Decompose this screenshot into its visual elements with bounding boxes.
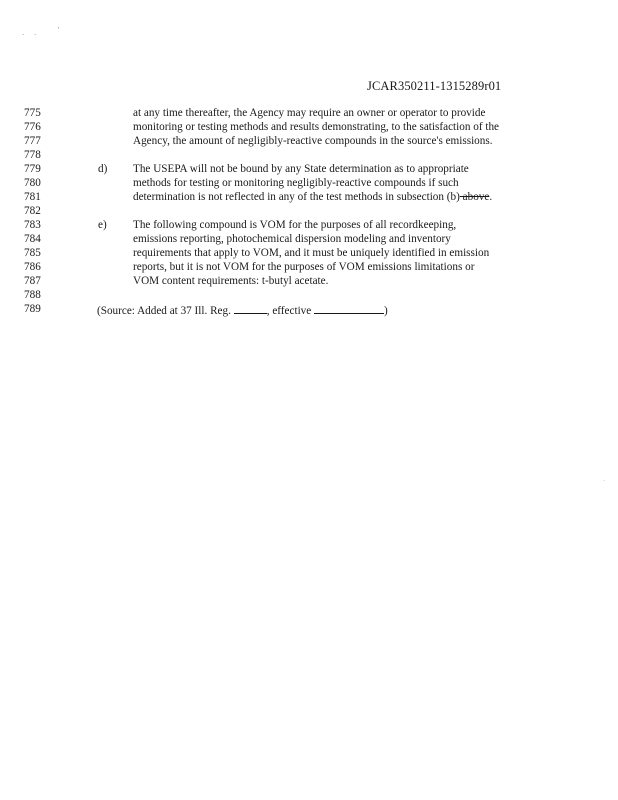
line-number: 788 [24, 289, 41, 301]
line-number: 775 [24, 107, 41, 119]
subsection-marker-d: d) [98, 163, 108, 175]
scan-speck: · [603, 477, 606, 485]
scan-speck: ' [58, 26, 60, 34]
paragraph-line: requirements that apply to VOM, and it must be uniquely identified in emission [133, 247, 490, 259]
source-note [97, 304, 388, 317]
line-number: 782 [24, 205, 41, 217]
line-number: 776 [24, 121, 41, 133]
line-number: 778 [24, 149, 41, 161]
paragraph-line: VOM content requirements: t-butyl acetate. [133, 275, 329, 287]
line-number: 783 [24, 219, 41, 231]
line-number: 781 [24, 191, 41, 203]
line-number: 780 [24, 177, 41, 189]
paragraph-line-text: determination is not reflected in any of the test methods in subsection (b) [133, 191, 460, 203]
source-note-prefix: (Source: Added at 37 Ill. Reg. [97, 305, 231, 317]
paragraph-line: emissions reporting, photochemical dispersion modeling and inventory [133, 233, 451, 245]
paragraph-line: methods for testing or monitoring negligibly-reactive compounds if such [133, 177, 459, 189]
document-id: JCAR350211-1315289r01 [367, 79, 502, 93]
line-number: 777 [24, 135, 41, 147]
paragraph-line: Agency, the amount of negligibly-reactive compounds in the source's emissions. [133, 135, 493, 147]
paragraph-line: reports, but it is not VOM for the purposes of VOM emissions limitations or [133, 261, 475, 273]
scan-speck: · [22, 31, 25, 39]
line-number: 779 [24, 163, 41, 175]
struck-text: above [459, 191, 490, 203]
register-page-blank [234, 304, 267, 314]
paragraph-line: at any time thereafter, the Agency may require an owner or operator to provide [133, 107, 486, 119]
line-number: 786 [24, 261, 41, 273]
paragraph-line: The following compound is VOM for the purposes of all recordkeeping, [133, 219, 457, 231]
source-note-middle: , effective [266, 305, 312, 317]
line-end-punctuation: . [489, 191, 493, 203]
line-number: 789 [24, 303, 41, 315]
scan-speck: · [34, 31, 37, 39]
subsection-marker-e: e) [98, 219, 107, 231]
effective-date-blank [314, 304, 384, 314]
paragraph-line: The USEPA will not be bound by any State determination as to appropriate [133, 163, 469, 175]
line-number: 787 [24, 275, 41, 287]
line-number: 784 [24, 233, 41, 245]
source-note-suffix: ) [384, 305, 388, 317]
paragraph-line: monitoring or testing methods and results demonstrating, to the satisfaction of the [133, 121, 500, 133]
line-number: 785 [24, 247, 41, 259]
paragraph-line [133, 192, 492, 203]
